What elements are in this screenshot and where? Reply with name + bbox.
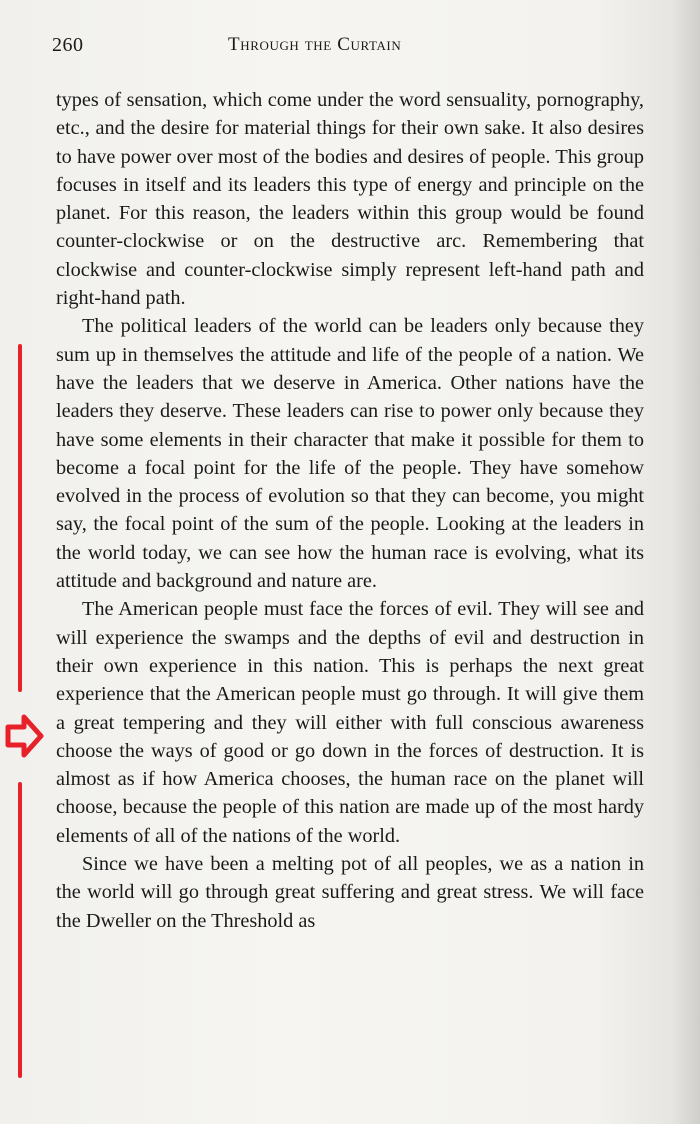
running-head: Through the Curtain	[228, 34, 402, 55]
paragraph-continued: types of sensation, which come under the word sensuality, pornography, etc., and the desire for material things for their own sake. It also desires to have power over most of the bodies and desires of people. This group focuses in itself and its leaders this type of energy and principle on the planet. For this reason, the leaders within this group would be found counter-clockwise or on the destructive arc. Remembering that clockwise and counter-clockwise simply represent left-hand path and right-hand path.	[56, 89, 644, 310]
paragraph-political-leaders: The political leaders of the world can be leaders only because they sum up in themselves the attitude and life of the people of a nation. We have the leaders that we deserve in America. Other nations have the leaders they deserve. These leaders can rise to power only because they have some elements in their character that make it possible for them to become a focal point for the life of the people. They have somehow evolved in the process of evolution so that they can become, you might say, the focal point of the sum of the people. Looking at the leaders in the world today, we can see how the human race is evolving, what its attitude and background and nature are.	[56, 315, 644, 593]
highlight-line-top	[18, 344, 22, 692]
page-number: 260	[52, 34, 84, 56]
right-arrow-outline-icon	[4, 712, 44, 760]
paragraph-melting-pot: Since we have been a melting pot of all peoples, we as a nation in the world will go through great suffering and great stress. We will face the Dweller on the Threshold as	[56, 853, 644, 932]
highlight-line-bottom	[18, 782, 22, 1078]
paragraph-american-people: The American people must face the forces of evil. They will see and will experience the swamps and the depths of evil and destruction in their own experience in this nation. This is perhaps the next great experience that the American people must go through. It will give them a great tempering and they will either with full conscious awareness choose the ways of good or go down in the forces of destruction. It is almost as if how America chooses, the human race on the planet will choose, because the people of this nation are made up of the most hardy elements of all of the nations of the world.	[56, 598, 644, 847]
body-text	[56, 86, 644, 935]
